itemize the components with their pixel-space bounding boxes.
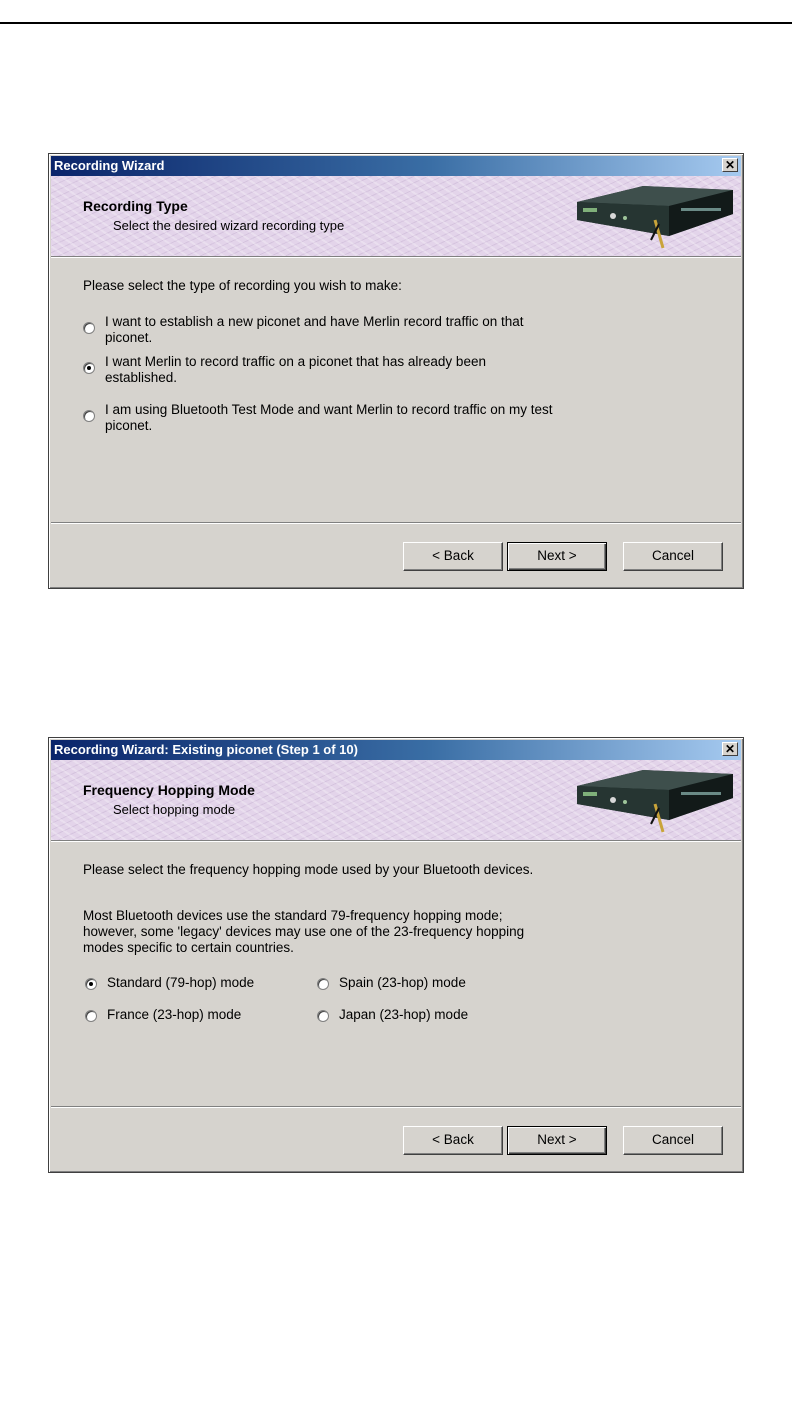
title-bar[interactable] <box>51 740 741 760</box>
bluetooth-analyzer-device-icon <box>573 764 737 836</box>
prompt-text: Please select the frequency hopping mode used by your Bluetooth devices. <box>83 862 534 877</box>
banner-title: Recording Type <box>83 198 188 214</box>
banner-subtitle: Select the desired wizard recording type <box>113 218 345 233</box>
window-title: Recording Wizard <box>54 158 165 173</box>
radio-france-23-hop[interactable] <box>85 1010 97 1022</box>
option-line: I am using Bluetooth Test Mode and want Merlin to record traffic on my test <box>105 402 553 417</box>
window-title: Recording Wizard: Existing piconet (Step 1 of 10) <box>54 742 358 757</box>
option-label: Spain (23-hop) mode <box>339 975 466 990</box>
radio-japan-23-hop[interactable] <box>317 1010 329 1022</box>
option-line: piconet. <box>105 330 153 345</box>
radio-existing-piconet[interactable] <box>83 362 95 374</box>
info-line: modes specific to certain countries. <box>83 940 294 955</box>
wizard-banner <box>51 760 741 841</box>
next-button[interactable]: Next > <box>507 1126 607 1155</box>
back-button[interactable]: < Back <box>403 542 503 571</box>
option-label: Standard (79-hop) mode <box>107 975 255 990</box>
option-label: France (23-hop) mode <box>107 1007 242 1022</box>
banner-title: Frequency Hopping Mode <box>83 782 255 798</box>
option-label <box>105 402 552 434</box>
cancel-button[interactable]: Cancel <box>623 542 723 571</box>
option-line: piconet. <box>105 418 153 433</box>
wizard-banner <box>51 176 741 257</box>
option-label <box>105 354 486 386</box>
info-line: however, some 'legacy' devices may use one of the 23-frequency hopping <box>83 924 525 939</box>
radio-test-mode[interactable] <box>83 410 95 422</box>
page-top-rule <box>0 22 792 24</box>
cancel-button[interactable]: Cancel <box>623 1126 723 1155</box>
option-line: established. <box>105 370 178 385</box>
info-text <box>83 908 524 956</box>
banner-subtitle: Select hopping mode <box>113 802 236 817</box>
info-line: Most Bluetooth devices use the standard 79-frequency hopping mode; <box>83 908 503 923</box>
prompt-text: Please select the type of recording you wish to make: <box>83 278 402 293</box>
close-button[interactable] <box>722 742 738 756</box>
option-line: I want to establish a new piconet and have Merlin record traffic on that <box>105 314 524 329</box>
recording-wizard-dialog <box>48 153 744 589</box>
close-icon: ✕ <box>724 742 736 756</box>
button-separator <box>51 1106 741 1108</box>
next-button[interactable]: Next > <box>507 542 607 571</box>
bluetooth-analyzer-device-icon <box>573 180 737 252</box>
recording-wizard-step-dialog <box>48 737 744 1173</box>
radio-new-piconet[interactable] <box>83 322 95 334</box>
option-label <box>105 314 524 346</box>
radio-spain-23-hop[interactable] <box>317 978 329 990</box>
title-bar[interactable] <box>51 156 741 176</box>
button-separator <box>51 522 741 524</box>
radio-standard-79-hop[interactable] <box>85 978 97 990</box>
close-button[interactable] <box>722 158 738 172</box>
close-icon: ✕ <box>724 158 736 172</box>
option-label: Japan (23-hop) mode <box>339 1007 469 1022</box>
option-line: I want Merlin to record traffic on a piconet that has already been <box>105 354 486 369</box>
back-button[interactable]: < Back <box>403 1126 503 1155</box>
